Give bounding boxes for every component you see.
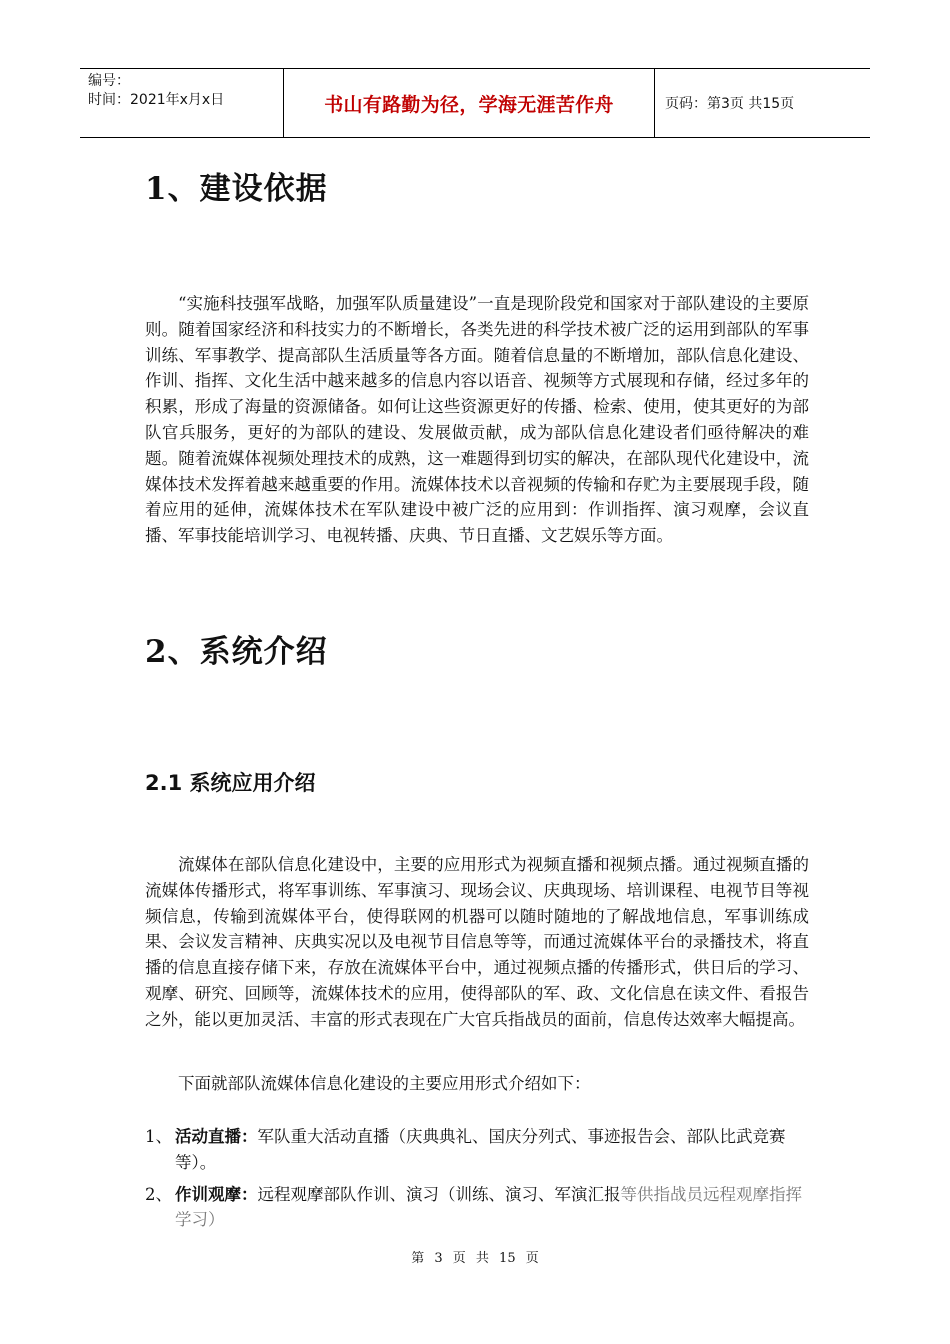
- list-item-text: 远程观摩部队作训、演习（训练、演习、军演汇报: [257, 1184, 621, 1204]
- motto: 书山有路勤为径，学海无涯苦作舟: [324, 93, 614, 116]
- header-meta: [80, 69, 284, 137]
- paragraph-list-intro: 下面就部队流媒体信息化建设的主要应用形式介绍如下：: [178, 1074, 591, 1093]
- subheading-2-1: 2.1 系统应用介绍: [145, 771, 316, 795]
- paragraph-application-intro: 流媒体在部队信息化建设中，主要的应用形式为视频直播和视频点播。通过视频直播的流媒体传播形式，将军事训练、军事演习、现场会议、庆典现场、培训课程、电视节目等视频信息，传输到流媒体平台，使得联网的机器可以随时随地的了解战地信息，军事训练成果、会议发言精神、庆典实况以及电视节目信息等等，而通过流媒体平台的录播技术，将直播的信息直接存储下来，存放在流媒体平台中，通过视频点播的传播形式，供日后的学习、观摩、研究、回顾等，流媒体技术的应用，使得部队的军、政、文化信息在读文件、看报告之外，能以更加灵活、丰富的形式表现在广大官兵指战员的面前，信息传达效率大幅提高。: [145, 855, 809, 1029]
- list-item-title: 活动直播：: [175, 1127, 258, 1146]
- application-list: [145, 1124, 809, 1239]
- list-item-text-faded: 等供指战员远程观摩指挥学习）: [175, 1184, 802, 1230]
- header-page-cell: [655, 69, 870, 137]
- header-motto-cell: [284, 69, 655, 137]
- page-header: [80, 68, 870, 138]
- list-item-title: 作训观摩：: [175, 1184, 258, 1204]
- number-label: 编号：: [88, 73, 130, 89]
- list-item: [145, 1182, 809, 1234]
- paragraph-construction-basis: “实施科技强军战略，加强军队质量建设”一直是现阶段党和国家对于部队建设的主要原则。随着国家经济和科技实力的不断增长，各类先进的科学技术被广泛的运用到部队的军事训练、军事教学、提高部队生活质量等各方面。随着信息量的不断增加，部队信息化建设、作训、指挥、文化生活中越来越多的信息内容以语音、视频等方式展现和存储，经过多年的积累，形成了海量的资源储备。如何让这些资源更好的传播、检索、使用，使其更好的为部队官兵服务，更好的为部队的建设、发展做贡献，成为部队信息化建设者们亟待解决的难题。随着流媒体视频处理技术的成熟，这一难题得到切实的解决，在部队现代化建设中，流媒体技术发挥着越来越重要的作用。流媒体技术以音视频的传输和存贮为主要展现手段，随着应用的延伸，流媒体技术在军队建设中被广泛的应用到：作训指挥、演习观摩，会议直播、军事技能培训学习、电视转播、庆典、节日直播、文艺娱乐等方面。: [145, 294, 809, 546]
- heading-section-2: 2、系统介绍: [145, 634, 328, 670]
- date-label: 时间：2021年x月x日: [88, 92, 225, 108]
- page-label: 页码：第3页 共15页: [665, 96, 795, 112]
- page-footer: 第 3 页 共 15 页: [411, 1251, 539, 1266]
- heading-section-1: 1、建设依据: [145, 171, 328, 207]
- list-item-number: 2、: [145, 1184, 172, 1204]
- list-item-text: 军队重大活动直播（庆典典礼、国庆分列式、事迹报告会、部队比武竞赛等）。: [175, 1127, 786, 1172]
- list-item-number: 1、: [145, 1127, 172, 1146]
- list-item: [145, 1124, 809, 1176]
